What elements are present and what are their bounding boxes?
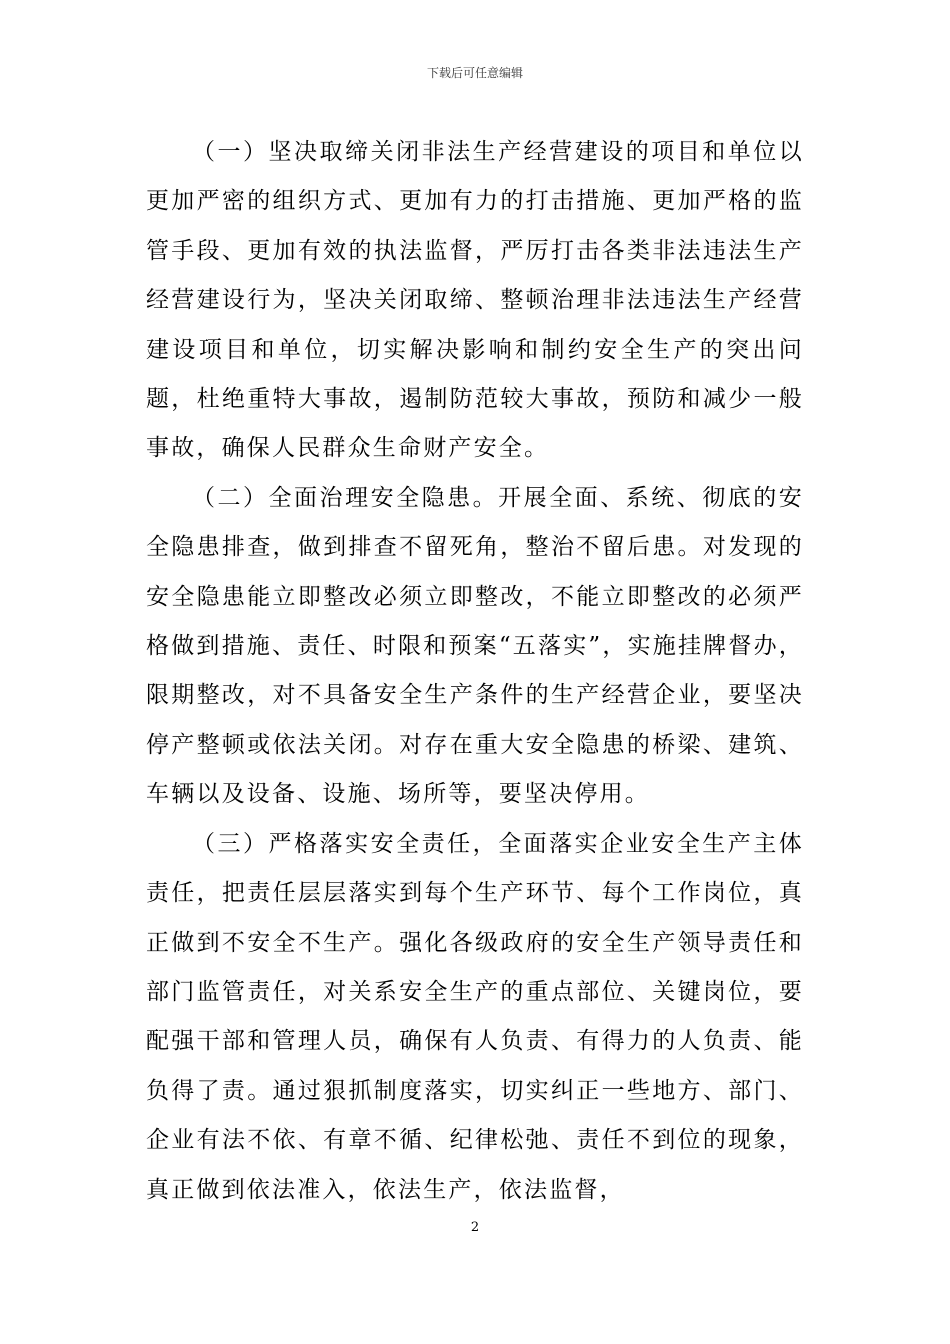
page-number: 2: [470, 1220, 480, 1235]
page-header: 下载后可任意编辑: [426, 66, 523, 80]
document-body: [146, 128, 804, 1215]
paragraph-1: （一）坚决取缔关闭非法生产经营建设的项目和单位以更加严密的组织方式、更加有力的打击措施、更加严格的监管手段、更加有效的执法监督，严厉打击各类非法违法生产经营建设行为，坚决关闭取缔、整顿治理非法违法生产经营建设项目和单位，切实解决影响和制约安全生产的突出问题，杜绝重特大事故，遏制防范较大事故，预防和减少一般事故，确保人民群众生命财产安全。: [146, 139, 804, 462]
paragraph-3: （三）严格落实安全责任，全面落实企业安全生产主体责任，把责任层层落实到每个生产环节、每个工作岗位，真正做到不安全不生产。强化各级政府的安全生产领导责任和部门监管责任，对关系安全生产的重点部位、关键岗位，要配强干部和管理人员，确保有人负责、有得力的人负责、能负得了责。通过狠抓制度落实，切实纠正一些地方、部门、企业有法不依、有章不循、纪律松弛、责任不到位的现象，真正做到依法准入，依法生产，依法监督，: [146, 830, 804, 1203]
paragraph-2: （二）全面治理安全隐患。开展全面、系统、彻底的安全隐患排查，做到排查不留死角，整治不留后患。对发现的安全隐患能立即整改必须立即整改，不能立即整改的必须严格做到措施、责任、时限和预案“五落实”，实施挂牌督办，限期整改，对不具备安全生产条件的生产经营企业，要坚决停产整顿或依法关闭。对存在重大安全隐患的桥梁、建筑、车辆以及设备、设施、场所等，要坚决停用。: [146, 484, 804, 808]
